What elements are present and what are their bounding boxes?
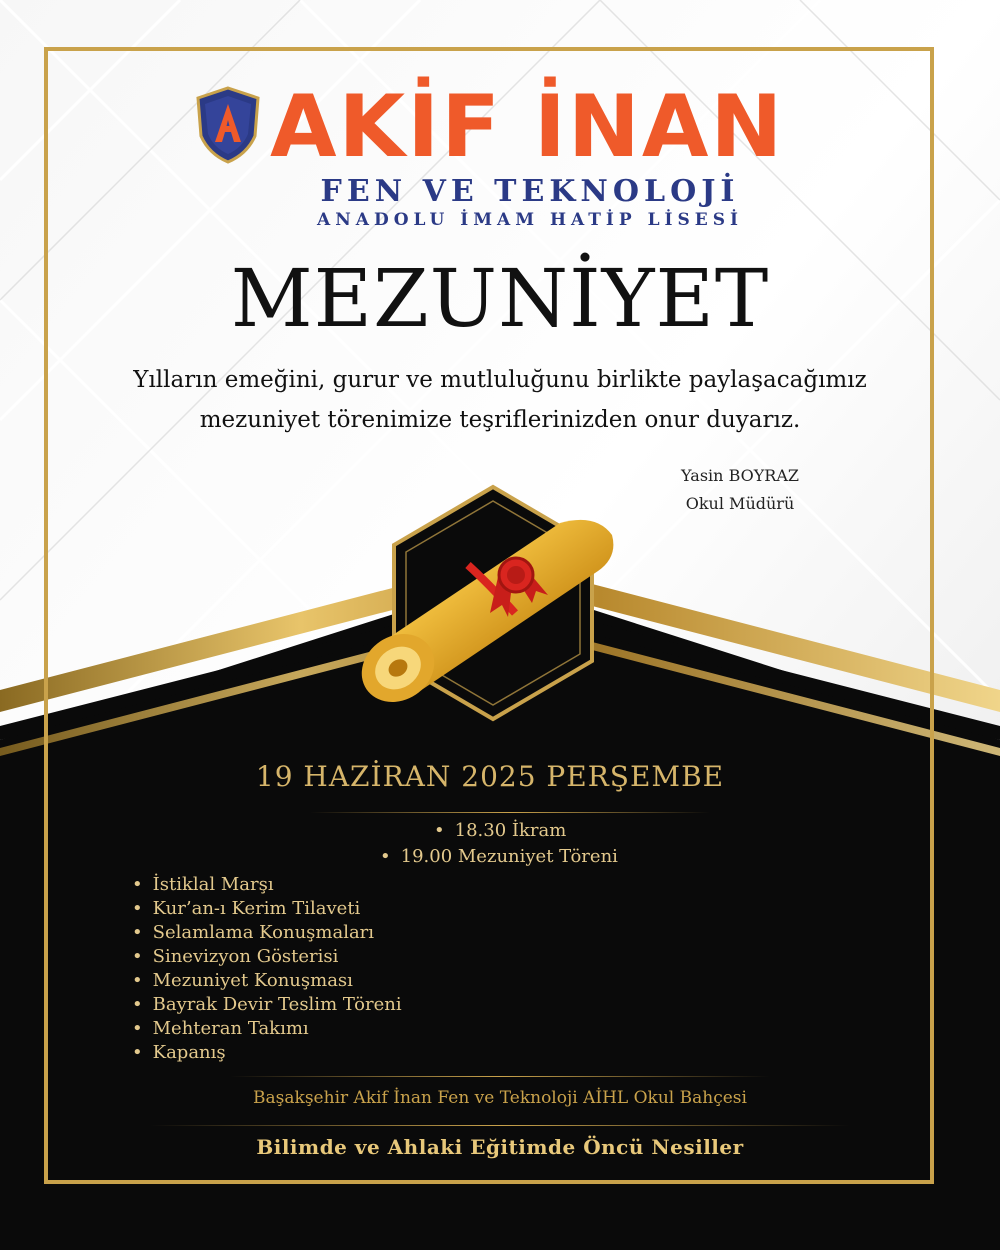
divider-venue (230, 1076, 770, 1077)
school-motto: Bilimde ve Ahlaki Eğitimde Öncü Nesiller (256, 1135, 744, 1159)
invitation-line-2: mezuniyet törenimize teşriflerinizden onur duyarız. (199, 407, 801, 433)
schedule-item: • 19.00 Mezuniyet Töreni (380, 844, 680, 870)
signature-name: Yasin BOYRAZ (680, 466, 800, 485)
program-item: • Kapanış (132, 1041, 532, 1065)
school-name-logo: AKİF İNAN (270, 77, 785, 177)
schedule-item: • 18.30 İkram (380, 818, 680, 844)
signature-role: Okul Müdürü (685, 494, 795, 513)
program-item: • Sinevizyon Gösterisi (132, 945, 532, 969)
logo-subtitle-2: ANADOLU İMAM HATİP LİSESİ (317, 210, 743, 230)
divider-motto (150, 1125, 850, 1126)
event-venue: Başakşehir Akif İnan Fen ve Teknoloji AİHL Okul Bahçesi (253, 1088, 747, 1108)
program-item: • Selamlama Konuşmaları (132, 921, 532, 945)
signature (640, 462, 840, 518)
shield-logo-icon (195, 86, 261, 164)
invitation-line-1: Yılların emeğini, gurur ve mutluluğunu birlikte paylaşacağımız (133, 367, 867, 393)
program-item: • Mehteran Takımı (132, 1017, 532, 1041)
program-item: • Kur’an-ı Kerim Tilaveti (132, 897, 532, 921)
divider-top (310, 812, 710, 813)
program-list (132, 873, 532, 1065)
event-date: 19 HAZİRAN 2025 PERŞEMBE (255, 760, 725, 793)
invitation-text (80, 360, 920, 440)
diploma-scroll-icon (350, 495, 630, 715)
page-title: MEZUNİYET (230, 252, 770, 345)
schedule-list (380, 818, 680, 870)
logo-subtitle-1: FEN VE TEKNOLOJİ (320, 174, 740, 209)
program-item: • Bayrak Devir Teslim Töreni (132, 993, 532, 1017)
program-item: • İstiklal Marşı (132, 873, 532, 897)
program-item: • Mezuniyet Konuşması (132, 969, 532, 993)
